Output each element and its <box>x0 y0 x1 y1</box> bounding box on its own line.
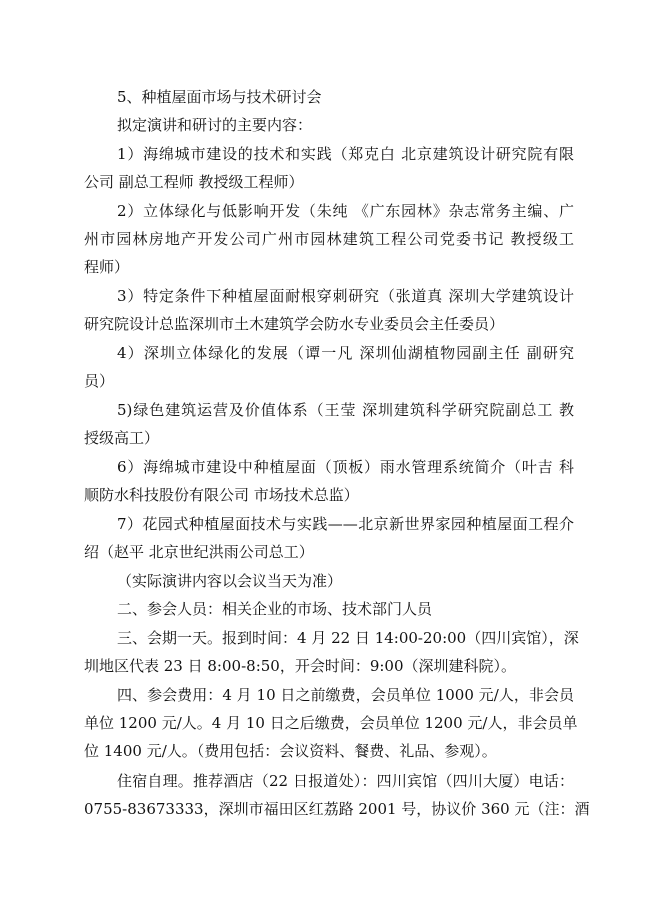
fee-line-1: 四、参会费用：4 月 10 日之前缴费，会员单位 1000 元/人，非会员 <box>117 686 574 704</box>
topic-7-line-2: 绍（赵平 北京世纪洪雨公司总工） <box>84 543 314 561</box>
topic-4-line-2: 员） <box>84 372 115 390</box>
schedule-line-1: 三、会期一天。报到时间：4 月 22 日 14:00-20:00（四川宾馆），深 <box>117 629 579 647</box>
topic-6-line-2: 顺防水科技股份有限公司 市场技术总监） <box>84 486 359 504</box>
topic-3-line-2: 研究院设计总监深圳市土木建筑学会防水专业委员会主任委员） <box>84 315 505 333</box>
accommodation-line-1: 住宿自理。推荐酒店（22 日报道处）：四川宾馆（四川大厦）电话： <box>117 772 574 790</box>
accommodation-line-2: 0755-83673333，深圳市福田区红荔路 2001 号，协议价 360 元（注：酒 <box>84 800 590 818</box>
topic-5-line-1: 5)绿色建筑运营及价值体系（王莹 深圳建筑科学研究院副总工 教 <box>117 401 574 419</box>
intro-text: 拟定演讲和研讨的主要内容： <box>117 116 313 134</box>
topic-4-line-1: 4）深圳立体绿化的发展（谭一凡 深圳仙湖植物园副主任 副研究 <box>117 344 574 362</box>
section-heading: 5、种植屋面市场与技术研讨会 <box>117 88 322 106</box>
topic-2-line-1: 2）立体绿化与低影响开发（朱纯 《广东园林》杂志常务主编、广 <box>117 202 574 220</box>
topic-2-line-3: 程师） <box>84 258 130 276</box>
schedule-line-2: 圳地区代表 23 日 8:00-8:50，开会时间：9:00（深圳建科院）。 <box>84 657 517 675</box>
topic-1-line-1: 1）海绵城市建设的技术和实践（郑克白 北京建筑设计研究院有限 <box>117 145 574 163</box>
topic-1-line-2: 公司 副总工程师 教授级工程师） <box>84 173 304 191</box>
topic-3-line-1: 3）特定条件下种植屋面耐根穿刺研究（张道真 深圳大学建筑设计 <box>117 287 574 305</box>
topic-6-line-1: 6）海绵城市建设中种植屋面（顶板）雨水管理系统简介（叶吉 科 <box>117 458 574 476</box>
topic-2-line-2: 州市园林房地产开发公司广州市园林建筑工程公司党委书记 教授级工 <box>84 230 574 248</box>
fee-line-3: 位 1400 元/人。（费用包括：会议资料、餐费、礼品、参观）。 <box>84 742 497 760</box>
disclaimer-note: （实际演讲内容以会议当天为准） <box>117 572 343 590</box>
topic-5-line-2: 授级高工） <box>84 429 160 447</box>
fee-line-2: 单位 1200 元/人。4 月 10 日之后缴费，会员单位 1200 元/人，非会员单 <box>84 714 578 732</box>
topic-7-line-1: 7）花园式种植屋面技术与实践——北京新世界家园种植屋面工程介 <box>117 515 574 533</box>
attendees-section: 二、参会人员：相关企业的市场、技术部门人员 <box>117 600 433 618</box>
